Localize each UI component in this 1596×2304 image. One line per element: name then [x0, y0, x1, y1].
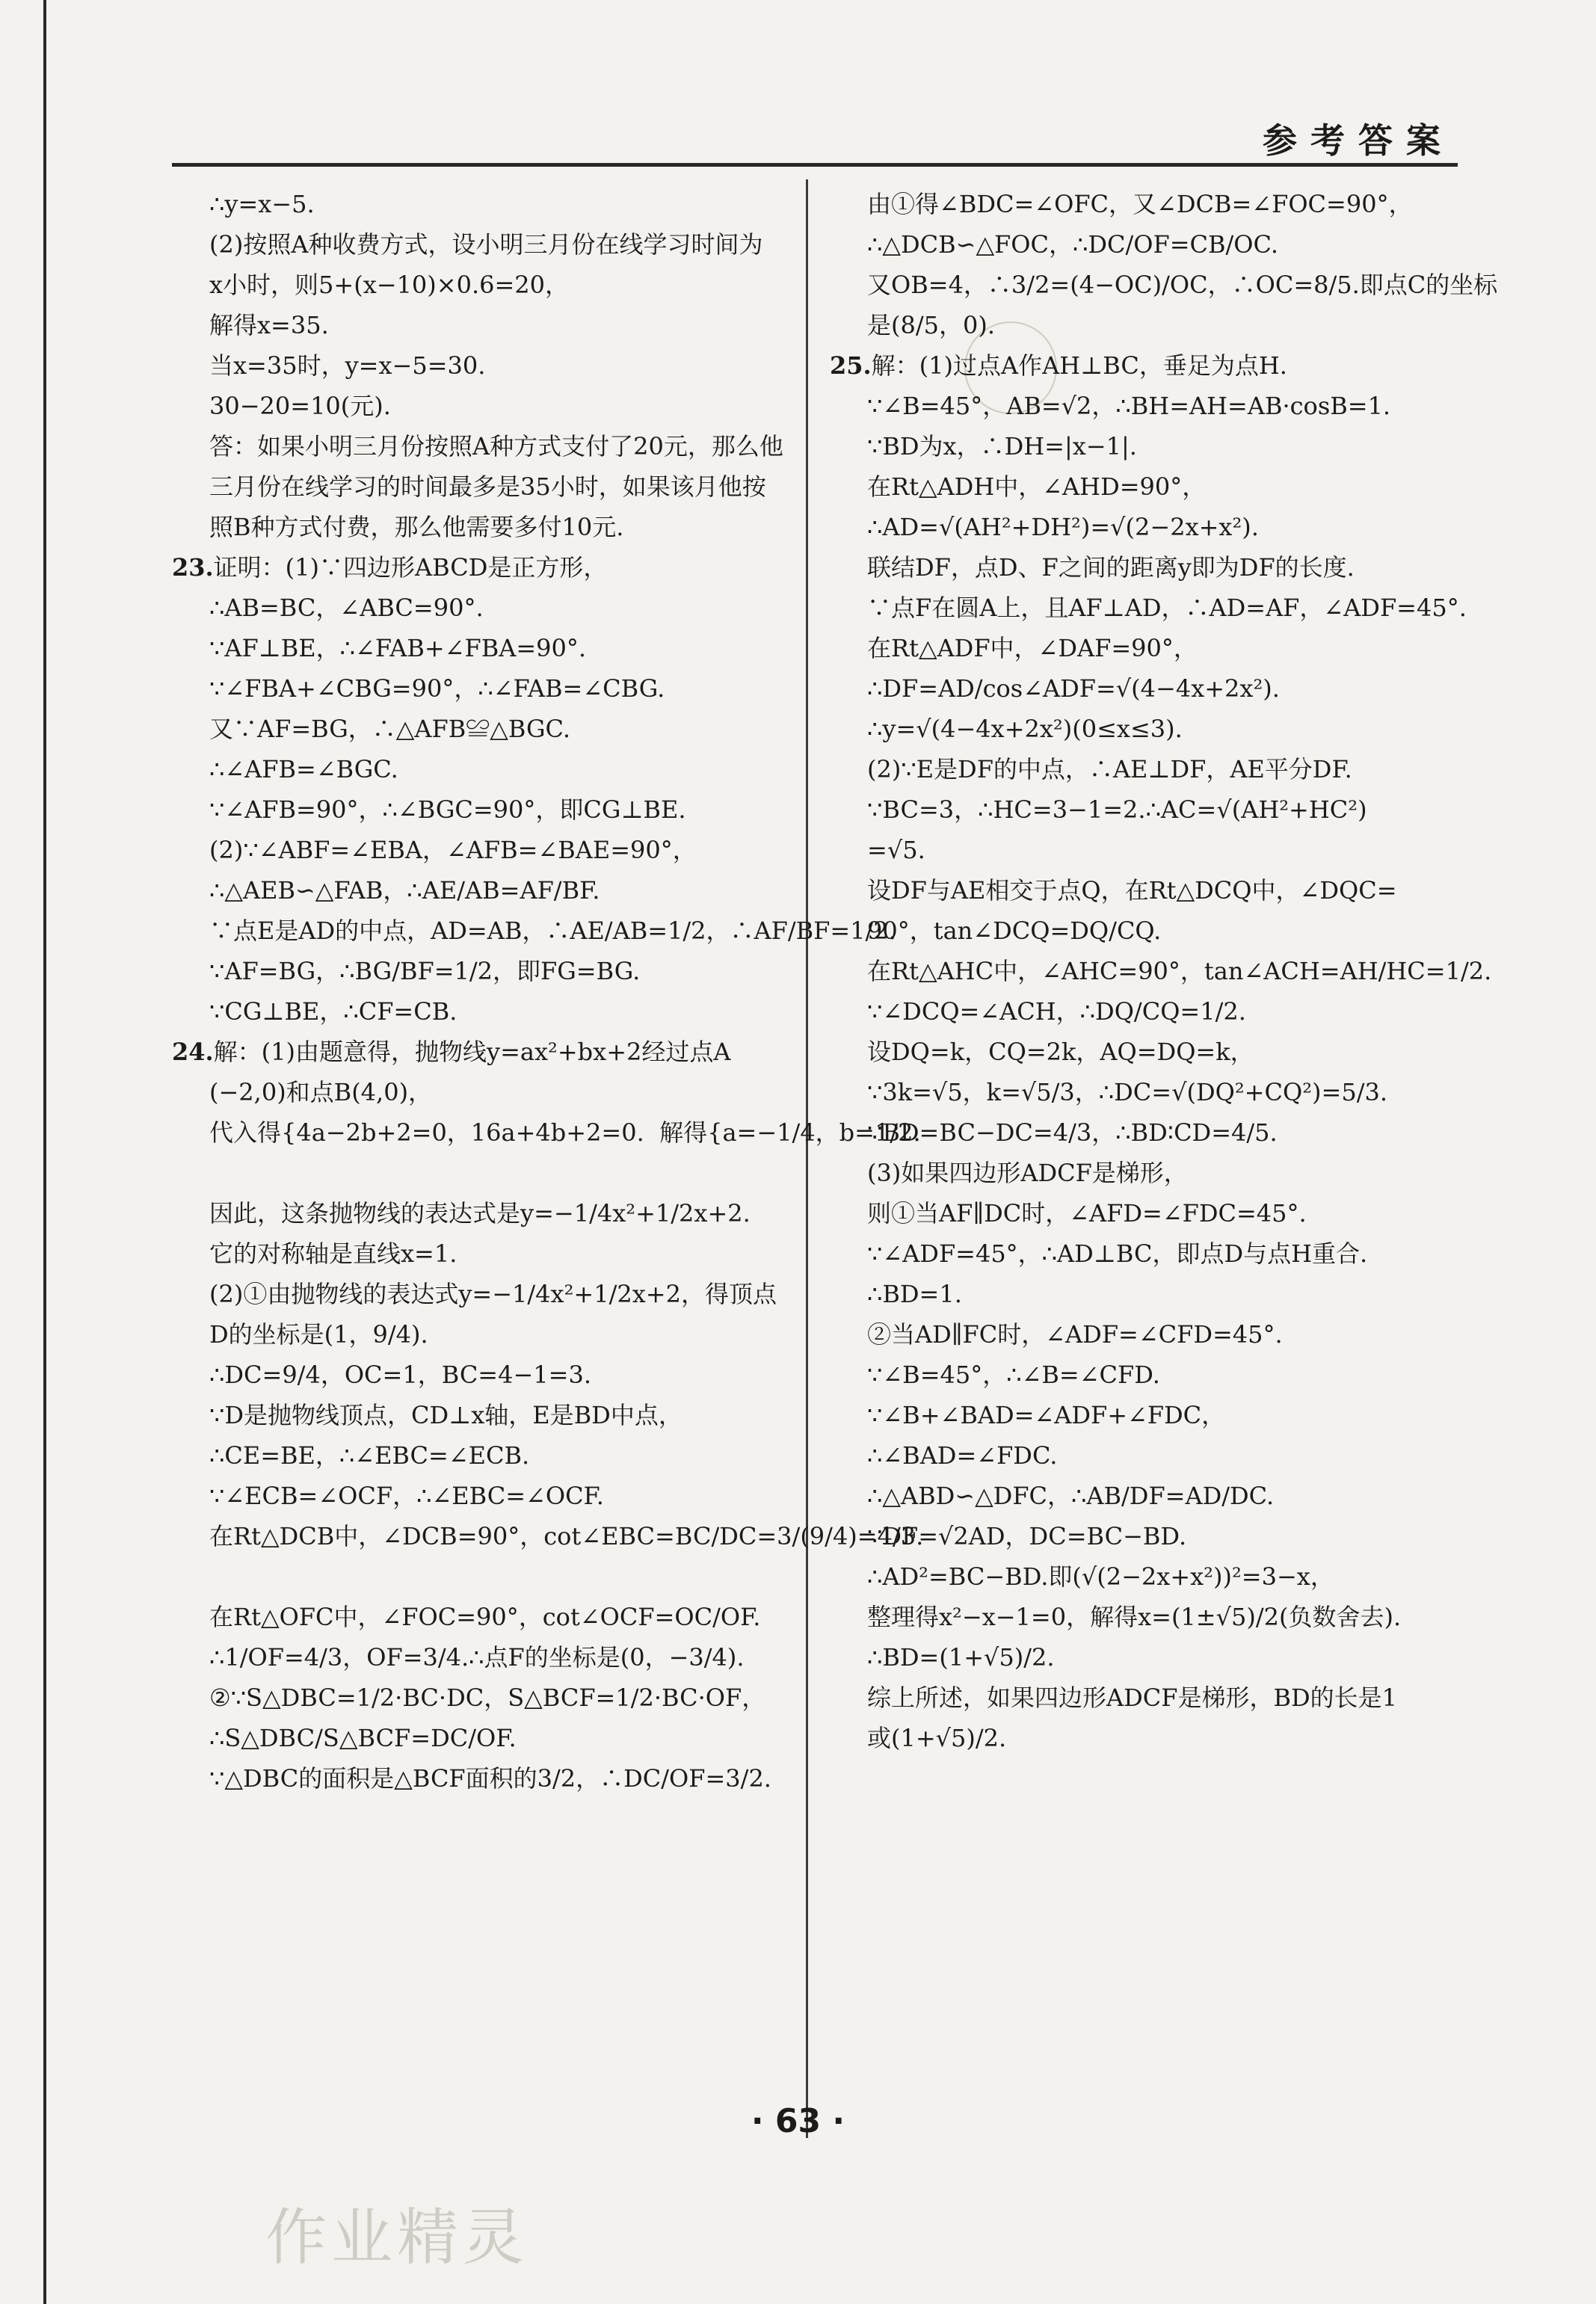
answer-line: [830, 345, 1465, 386]
answer-line: [830, 305, 1465, 345]
answer-text: ∵BC=3，∴HC=3−1=2.∴AC=√(AH²+HC²): [867, 795, 1367, 824]
answer-line: [830, 1193, 1465, 1233]
answer-text: 解：(1)过点A作AH⊥BC，垂足为点H.: [871, 351, 1287, 380]
answer-text: 当x=35时，y=x−5=30.: [209, 351, 486, 380]
answer-text: ∴DC=9/4，OC=1，BC=4−1=3.: [209, 1361, 591, 1389]
answer-text: ∴△AEB∽△FAB，∴AE/AB=AF/BF.: [209, 876, 600, 905]
answer-line: [172, 911, 896, 951]
answer-line: [172, 1314, 792, 1355]
answer-text: 则①当AF∥DC时，∠AFD=∠FDC=45°.: [867, 1199, 1307, 1228]
answer-text: ∵BD=BC−DC=4/3，∴BD∶CD=4/5.: [867, 1118, 1278, 1147]
answer-text: =√5.: [867, 836, 925, 864]
answer-line: [172, 386, 792, 426]
answer-text: 代入得{4a−2b+2=0，16a+4b+2=0. 解得{a=−1/4，b=1/2.: [209, 1118, 921, 1147]
binding-edge: [43, 0, 46, 2304]
answer-text: ∵∠DCQ=∠ACH，∴DQ/CQ=1/2.: [867, 997, 1246, 1026]
answer-text: 三月份在线学习的时间最多是35小时，如果该月他按: [209, 472, 766, 501]
answer-text: ∴∠BAD=∠FDC.: [867, 1441, 1058, 1470]
answer-text: D的坐标是(1，9/4).: [209, 1320, 428, 1349]
answer-text: 又∵AF=BG，∴△AFB≌△BGC.: [209, 715, 571, 743]
answer-line: [172, 1758, 792, 1799]
answer-line: [830, 668, 1465, 709]
answer-line: [830, 1032, 1465, 1072]
answer-text: ∵点E是AD的中点，AD=AB，∴AE/AB=1/2，∴AF/BF=1/2.: [209, 917, 896, 945]
answer-text: (2)∵∠ABF=∠EBA，∠AFB=∠BAE=90°，: [209, 836, 697, 864]
answer-line: [830, 1476, 1465, 1516]
answer-line: [830, 184, 1465, 224]
answer-line: [172, 870, 792, 911]
answer-line: [830, 991, 1465, 1032]
answer-line: [172, 1072, 792, 1112]
answer-text: 答：如果小明三月份按照A种方式支付了20元，那么他: [209, 432, 783, 461]
answer-line: [172, 951, 792, 991]
answer-line: [172, 668, 792, 709]
answer-line: [172, 1435, 792, 1476]
answer-text: ∴△ABD∽△DFC，∴AB/DF=AD/DC.: [867, 1482, 1275, 1510]
answer-text: ∴y=√(4−4x+2x²)(0≤x≤3).: [867, 715, 1183, 743]
header-rule: [172, 163, 1458, 167]
answer-line: [172, 184, 792, 224]
answer-line: [830, 1153, 1465, 1193]
answer-text: 它的对称轴是直线x=1.: [209, 1239, 457, 1268]
answer-line: [172, 1233, 792, 1274]
answer-line: [830, 830, 1465, 870]
answer-line: [172, 1112, 921, 1153]
answer-line: [172, 466, 792, 507]
answer-line: [172, 1678, 792, 1718]
question-number: 25.: [830, 351, 872, 380]
answer-text: (2)∵E是DF的中点，∴AE⊥DF，AE平分DF.: [867, 755, 1352, 783]
column-divider: [806, 179, 808, 2138]
answer-text: 或(1+√5)/2.: [867, 1724, 1007, 1752]
answer-text: 照B种方式付费，那么他需要多付10元.: [209, 513, 624, 541]
answer-line: [830, 709, 1465, 749]
answer-line: [830, 426, 1465, 466]
answer-text: ∵点F在圆A上，且AF⊥AD，∴AD=AF，∠ADF=45°.: [867, 594, 1467, 622]
answer-text: 因此，这条抛物线的表达式是y=−1/4x²+1/2x+2.: [209, 1199, 751, 1228]
answer-line: [830, 789, 1465, 830]
answer-line: [830, 588, 1465, 628]
answer-line: [830, 870, 1465, 911]
answer-line: [172, 1193, 792, 1233]
answer-line: [830, 749, 1465, 789]
answer-text: ∵∠ADF=45°，∴AD⊥BC，即点D与点H重合.: [867, 1239, 1368, 1268]
answer-text: ∴AD=√(AH²+DH²)=√(2−2x+x²).: [867, 513, 1259, 541]
answer-text: 在Rt△ADH中，∠AHD=90°，: [867, 472, 1207, 501]
answer-text: ∵△DBC的面积是△BCF面积的3/2，∴DC/OF=3/2.: [209, 1764, 771, 1793]
answer-text: 解得x=35.: [209, 311, 329, 339]
answer-text: ∴∠AFB=∠BGC.: [209, 755, 398, 783]
answer-line: [172, 345, 792, 386]
answer-line: [172, 426, 792, 466]
answer-text: 在Rt△OFC中，∠FOC=90°，cot∠OCF=OC/OF.: [209, 1603, 761, 1631]
answer-line: [830, 1274, 1465, 1314]
answer-line: [830, 386, 1465, 426]
answer-line: [172, 1153, 792, 1193]
answer-line: [830, 1516, 1465, 1556]
answer-text: 30−20=10(元).: [209, 392, 391, 420]
answer-line: [830, 507, 1465, 547]
answer-line: [172, 265, 792, 305]
answer-line: [172, 1395, 792, 1435]
page-number: · 63 ·: [751, 2102, 845, 2140]
answer-text: ∵∠ECB=∠OCF，∴∠EBC=∠OCF.: [209, 1482, 604, 1510]
answer-text: 解：(1)由题意得，抛物线y=ax²+bx+2经过点A: [213, 1038, 731, 1066]
answer-line: [830, 224, 1465, 265]
answer-text: (−2,0)和点B(4,0)，: [209, 1078, 433, 1106]
answer-line: [172, 547, 792, 588]
answer-line: [830, 1072, 1465, 1112]
answer-text: x小时，则5+(x−10)×0.6=20，: [209, 271, 570, 299]
answer-line: [830, 1718, 1465, 1758]
question-number: 24.: [172, 1038, 214, 1066]
answer-text: 整理得x²−x−1=0，解得x=(1±√5)/2(负数舍去).: [867, 1603, 1402, 1631]
answer-line: [830, 1395, 1465, 1435]
answer-text: ∵BD为x，∴DH=|x−1|.: [867, 432, 1137, 461]
answer-line: [830, 628, 1465, 668]
answer-text: ∵AF⊥BE，∴∠FAB+∠FBA=90°.: [209, 634, 587, 662]
answer-line: [172, 1718, 792, 1758]
answer-text: ∴S△DBC/S△BCF=DC/OF.: [209, 1724, 517, 1752]
answer-text: ∴y=x−5.: [209, 190, 315, 218]
answer-text: 综上所述，如果四边形ADCF是梯形，BD的长是1: [867, 1684, 1397, 1712]
answer-line: [172, 1516, 924, 1556]
answer-text: ∴AD²=BC−BD.即(√(2−2x+x²))²=3−x，: [867, 1562, 1334, 1591]
answer-line: [830, 1112, 1465, 1153]
answer-text: ∴BD=1.: [867, 1280, 962, 1308]
answer-line: [172, 749, 792, 789]
answer-line: [172, 224, 792, 265]
question-number: 23.: [172, 553, 214, 582]
watermark: 作业精灵: [265, 2202, 529, 2273]
answer-line: [830, 466, 1465, 507]
answer-line: [830, 1556, 1465, 1597]
answer-text: ∵∠B=45°，∴∠B=∠CFD.: [867, 1361, 1160, 1389]
answer-line: [830, 547, 1465, 588]
answer-line: [172, 628, 792, 668]
answer-text: 设DF与AE相交于点Q，在Rt△DCQ中，∠DQC=: [867, 876, 1397, 905]
answer-line: [830, 1678, 1465, 1718]
answer-text: ∵∠B=45°，AB=√2，∴BH=AH=AB·cosB=1.: [867, 392, 1391, 420]
answer-text: 在Rt△ADF中，∠DAF=90°，: [867, 634, 1198, 662]
answer-line: [172, 830, 792, 870]
answer-text: 设DQ=k，CQ=2k，AQ=DQ=k，: [867, 1038, 1254, 1066]
answer-line: [830, 1597, 1465, 1637]
answer-line: [830, 1314, 1465, 1355]
answer-line: [830, 1435, 1465, 1476]
answer-line: [172, 1355, 792, 1395]
answer-text: ∵∠FBA+∠CBG=90°，∴∠FAB=∠CBG.: [209, 674, 665, 703]
answer-text: 由①得∠BDC=∠OFC，又∠DCB=∠FOC=90°，: [867, 190, 1413, 218]
answer-text: ∴CE=BE，∴∠EBC=∠ECB.: [209, 1441, 530, 1470]
answer-text: ∵3k=√5，k=√5/3，∴DC=√(DQ²+CQ²)=5/3.: [867, 1078, 1388, 1106]
answer-line: [830, 911, 1465, 951]
answer-text: (2)①由抛物线的表达式y=−1/4x²+1/2x+2，得顶点: [209, 1280, 777, 1308]
answer-text: (3)如果四边形ADCF是梯形，: [867, 1159, 1188, 1187]
answer-text: ∵AF=BG，∴BG/BF=1/2，即FG=BG.: [209, 957, 641, 985]
answer-text: 在Rt△AHC中，∠AHC=90°，tan∠ACH=AH/HC=1/2.: [867, 957, 1492, 985]
answer-line: [172, 1274, 792, 1314]
answer-text: ∵∠B+∠BAD=∠ADF+∠FDC，: [867, 1401, 1226, 1429]
answer-text: ∴1/OF=4/3，OF=3/4.∴点F的坐标是(0，−3/4).: [209, 1643, 745, 1672]
answer-line: [172, 1556, 792, 1597]
answer-text: 联结DF，点D、F之间的距离y即为DF的长度.: [867, 553, 1355, 582]
right-column: [830, 184, 1498, 1758]
answer-text: (2)按照A种收费方式，设小明三月份在线学习时间为: [209, 230, 763, 259]
answer-line: [830, 1637, 1465, 1678]
answer-text: ∵DF=√2AD，DC=BC−BD.: [867, 1522, 1187, 1550]
answer-line: [172, 1597, 792, 1637]
answer-text: ∴AB=BC，∠ABC=90°.: [209, 594, 484, 622]
answer-line: [830, 1355, 1465, 1395]
answer-line: [172, 588, 792, 628]
answer-text: ∴△DCB∽△FOC，∴DC/OF=CB/OC.: [867, 230, 1279, 259]
answer-text: 90°，tan∠DCQ=DQ/CQ.: [867, 917, 1162, 945]
answer-line: [172, 1032, 792, 1072]
answer-text: 证明：(1)∵四边形ABCD是正方形，: [213, 553, 608, 582]
answer-line: [172, 709, 792, 749]
page-header-title: 参考答案: [1263, 120, 1454, 161]
answer-text: 是(8/5，0).: [867, 311, 996, 339]
answer-line: [172, 1476, 792, 1516]
answer-text: ∵D是抛物线顶点，CD⊥x轴，E是BD中点，: [209, 1401, 683, 1429]
answer-line: [830, 265, 1498, 305]
answer-text: ②当AD∥FC时，∠ADF=∠CFD=45°.: [867, 1320, 1283, 1349]
answer-line: [172, 305, 792, 345]
answer-line: [830, 951, 1492, 991]
answer-text: 在Rt△DCB中，∠DCB=90°，cot∠EBC=BC/DC=3/(9/4)=4/3.: [209, 1522, 924, 1550]
answer-line: [172, 789, 792, 830]
answer-line: [172, 1637, 792, 1678]
answer-line: [830, 1233, 1465, 1274]
answer-text: 又OB=4，∴3/2=(4−OC)/OC，∴OC=8/5.即点C的坐标: [867, 271, 1498, 299]
answer-text: ②∵S△DBC=1/2·BC·DC，S△BCF=1/2·BC·OF，: [209, 1684, 766, 1712]
answer-line: [172, 507, 792, 547]
answer-line: [172, 991, 792, 1032]
answer-text: ∴DF=AD/cos∠ADF=√(4−4x+2x²).: [867, 674, 1280, 703]
answer-text: ∵CG⊥BE，∴CF=CB.: [209, 997, 457, 1026]
answer-text: ∴BD=(1+√5)/2.: [867, 1643, 1055, 1672]
answer-text: ∵∠AFB=90°，∴∠BGC=90°，即CG⊥BE.: [209, 795, 686, 824]
